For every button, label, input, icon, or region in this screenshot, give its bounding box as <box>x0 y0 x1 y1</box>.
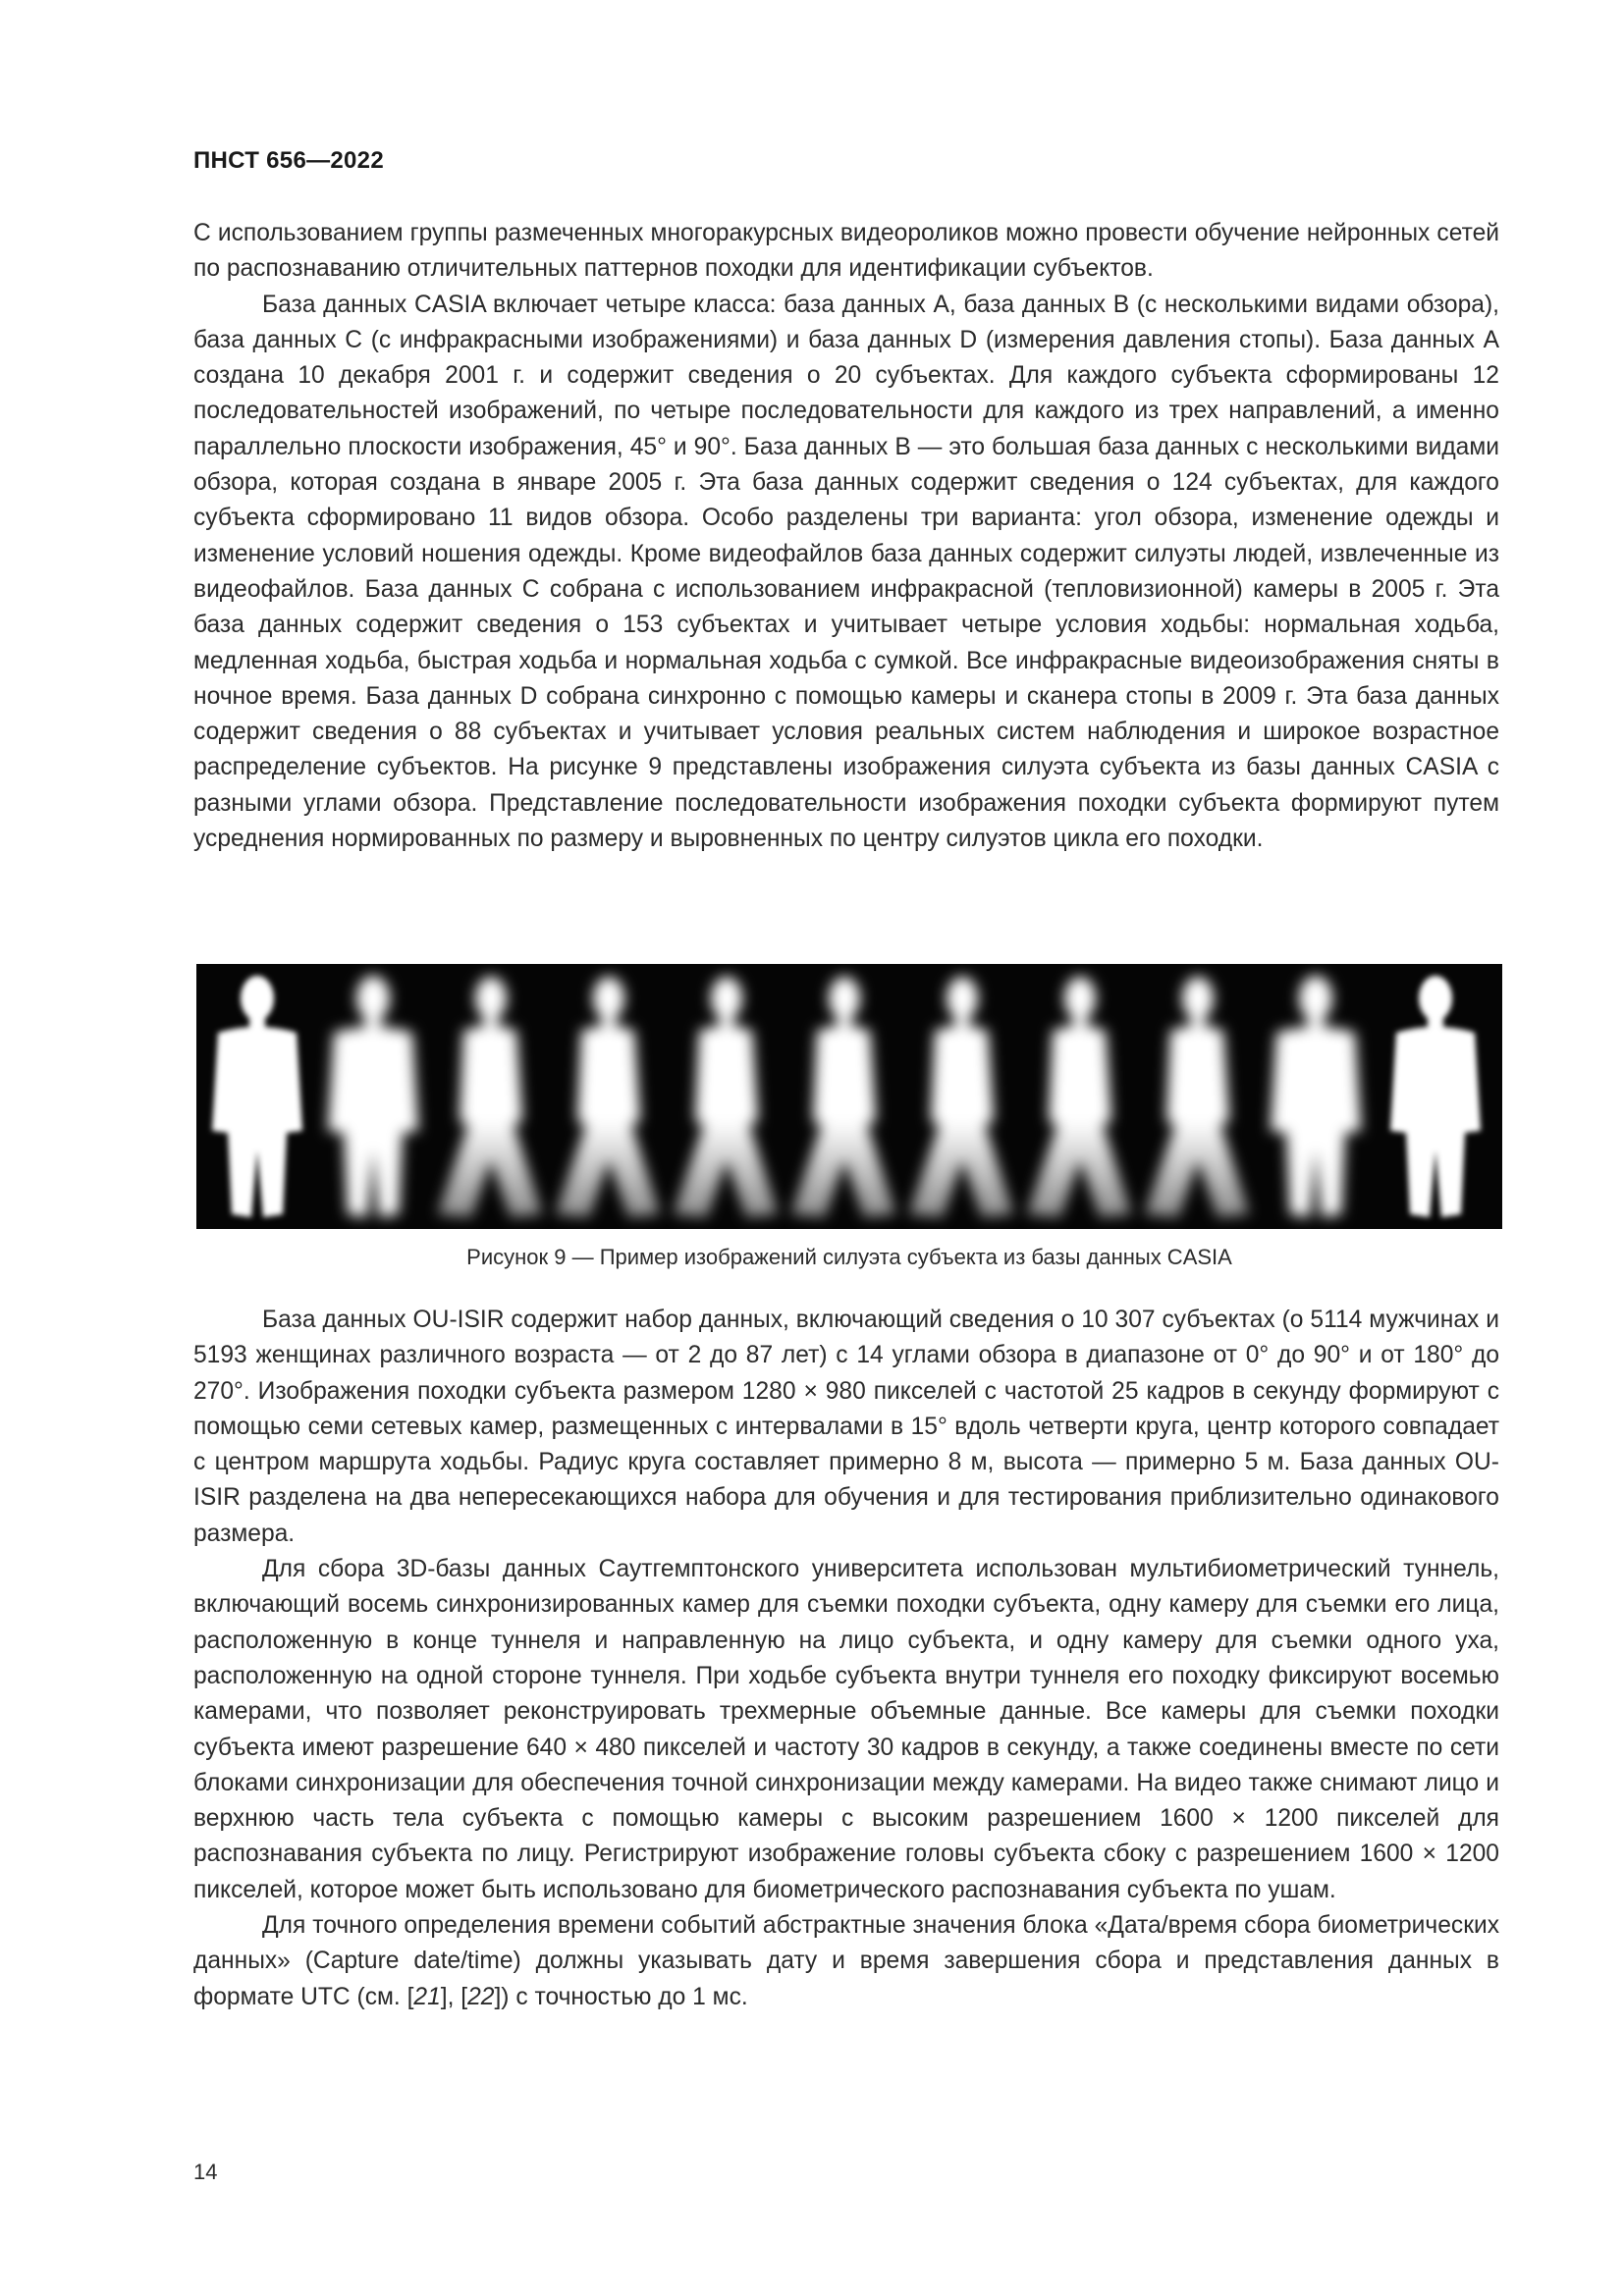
silhouette-4 <box>674 977 778 1217</box>
paragraph-text: Для точного определения времени событий абстрактные значения блока «Дата/время сбора биометрических данных» (Capture date/time) должны указывать дату и время завершения сбора и представления данных в формате UTC (см. [ <box>193 1912 1499 2010</box>
page-number: 14 <box>193 2160 218 2184</box>
reference-21[interactable]: 21 <box>413 1983 441 2010</box>
silhouette-9 <box>1271 976 1361 1217</box>
silhouette-6 <box>909 977 1013 1217</box>
silhouette-8 <box>1145 977 1249 1217</box>
reference-22[interactable]: 22 <box>467 1983 495 2010</box>
figure-silhouettes <box>196 964 1502 1229</box>
silhouette-0 <box>212 976 302 1217</box>
paragraph: С использованием группы размеченных многоракурсных видеороликов можно провести обучение нейронных сетей по распознаванию отличительных паттернов походки для идентификации субъектов. <box>193 220 1499 283</box>
figure-caption: Рисунок 9 — Пример изображений силуэта субъекта из базы данных CASIA <box>466 1245 1232 1269</box>
silhouette-1 <box>328 976 418 1217</box>
paragraph: База данных OU-ISIR содержит набор данных, включающий сведения о 10 307 субъектах (о 5114 мужчинах и 5193 женщинах различного возраста — от 2 до 87 лет) с 14 углами обзора в диапазоне от 0° до 90° и от 180° до 270°. Изображения походки субъекта размером 1280 × 980 пикселей с частотой 25 кадров в секунду формируют с помощью семи сетевых камер, размещенных с интервалами в 15° вдоль четверти круга, центр которого совпадает с центром маршрута ходьбы. Радиус круга составляет примерно 8 м, высота — примерно 5 м. База данных OU-ISIR разделена на два непересекающихся набора для обучения и для тестирования приблизительно одинакового размера. <box>193 1307 1499 1547</box>
paragraph: База данных CASIA включает четыре класса: база данных A, база данных B (с несколькими видами обзора), база данных C (с инфракрасными изображениями) и база данных D (измерения давления стопы). База данных A создана 10 декабря 2001 г. и содержит сведения о 20 субъектах. Для каждого субъекта сформированы 12 последовательностей изображений, по четыре последовательности для каждого из трех направлений, а именно параллельно плоскости изображения, 45° и 90°. База данных B — это большая база данных с несколькими видами обзора, которая создана в январе 2005 г. Эта база данных содержит сведения о 124 субъектах, для каждого субъекта сформировано 11 видов обзора. Особо разделены три варианта: угол обзора, изменение одежды и изменение условий ношения одежды. Кроме видеофайлов база данных содержит силуэты людей, извлеченные из видеофайлов. База данных C собрана с использованием инфракрасной (тепловизионной) камеры в 2005 г. Эта база данных содержит сведения о 153 субъектах и учитывает четыре условия ходьбы: нормальная ходьба, медленная ходьба, быстрая ходьба и нормальная ходьба с сумкой. Все инфракрасные видеоизображения сняты в ночное время. База данных D собрана синхронно с помощью камеры и сканера стопы в 2009 г. Эта база данных содержит сведения о 88 субъектах и учитывает условия реальных систем наблюдения и широкое возрастное распределение субъектов. На рисунке 9 представлены изображения силуэта субъекта из базы данных CASIA с разными углами обзора. Представление последовательности изображения походки субъекта формируют путем усреднения нормированных по размеру и выровненных по центру силуэтов цикла его походки. <box>193 291 1499 853</box>
paragraph <box>193 1908 1499 2015</box>
paragraph-text: ]) с точностью до 1 мс. <box>494 1983 748 2010</box>
document-header: ПНСТ 656—2022 <box>193 147 384 174</box>
paragraph-text: ], [ <box>440 1983 468 2010</box>
silhouette-3 <box>556 977 660 1217</box>
silhouette-2 <box>438 977 542 1217</box>
silhouette-10 <box>1390 976 1481 1217</box>
silhouette-strip-image <box>196 964 1502 1229</box>
text-block-top <box>193 216 1499 857</box>
silhouette-5 <box>791 977 895 1217</box>
paragraph: Для сбора 3D-базы данных Саутгемптонского университета использован мультибиометрический туннель, включающий восемь синхронизированных камер для съемки походки субъекта, одну камеру для съемки его лица, расположенную в конце туннеля и направленную на лицо субъекта, и одну камеру для съемки одного уха, расположенную на одной стороне туннеля. При ходьбе субъекта внутри туннеля его походку фиксируют восемью камерами, что позволяет реконструировать трехмерные объемные данные. Все камеры для съемки походки субъекта имеют разрешение 640 × 480 пикселей и частоту 30 кадров в секунду, а также соединены вместе по сети блоками синхронизации для обеспечения точной синхронизации между камерами. На видео также снимают лицо и верхнюю часть тела субъекта с помощью камеры с высоким разрешением 1600 × 1200 пикселей для распознавания субъекта по лицу. Регистрируют изображение головы субъекта сбоку с разрешением 1600 × 1200 пикселей, которое может быть использовано для биометрического распознавания субъекта по ушам. <box>193 1556 1499 1903</box>
text-block-bottom <box>193 1303 1499 2015</box>
silhouette-7 <box>1027 977 1131 1217</box>
